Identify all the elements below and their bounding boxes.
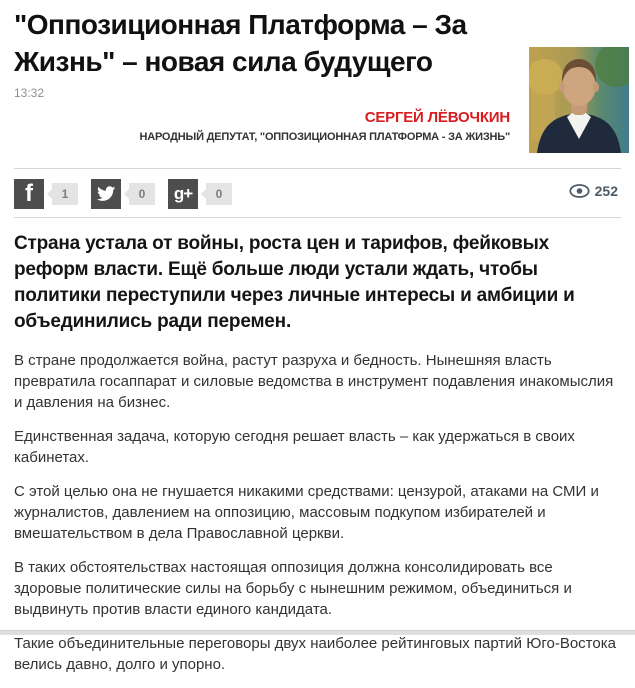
author-name-link[interactable]: СЕРГЕЙ ЛЁВОЧКИН (364, 109, 510, 126)
facebook-icon: f (14, 179, 44, 209)
next-section-edge (0, 630, 635, 635)
article-paragraph: В таких обстоятельствах настоящая оппозиция должна консолидировать все здоровые политические силы на борьбу с нынешним режимом, объединиться и выдвинуть против власти единого кандидата. (14, 559, 572, 618)
article-lead: Страна устала от войны, роста цен и тарифов, фейковых реформ власти. Ещё больше люди устали ждать, чтобы политики переступили через личные интересы и амбиции и объединились ради перемен. (14, 233, 575, 332)
article-paragraph: Единственная задача, которую сегодня решает власть – как удержаться в своих кабинетах. (14, 428, 575, 466)
share-buttons-row (14, 179, 619, 209)
divider-top (14, 168, 621, 169)
article-paragraph: Такие объединительные переговоры двух наиболее рейтинговых партий Юго-Востока велись давно, долго и упорно. (14, 635, 616, 673)
google-plus-icon: g+ (168, 179, 198, 209)
author-block (110, 109, 510, 143)
facebook-share-button[interactable] (14, 179, 78, 209)
google-plus-share-count: 0 (206, 183, 232, 205)
author-role: НАРОДНЫЙ ДЕПУТАТ, "ОППОЗИЦИОННАЯ ПЛАТФОРМА - ЗА ЖИЗНЬ" (139, 131, 510, 143)
view-count: 252 (594, 183, 618, 199)
twitter-icon (91, 179, 121, 209)
publish-time: 13:32 (14, 86, 45, 100)
article-body (14, 231, 619, 688)
page-title: "Оппозиционная Платформа – За Жизнь" – новая сила будущего (14, 9, 467, 77)
author-photo[interactable] (529, 47, 629, 153)
google-plus-share-button[interactable] (168, 179, 232, 209)
divider-bottom (14, 217, 621, 218)
article-paragraph: В стране продолжается война, растут разруха и бедность. Нынешняя власть превратила госаппарат и силовые ведомства в инструмент подавления инакомыслия и давления на бизнес. (14, 352, 614, 411)
eye-icon (569, 184, 590, 198)
twitter-share-count: 0 (129, 183, 155, 205)
facebook-share-count: 1 (52, 183, 78, 205)
twitter-share-button[interactable] (91, 179, 155, 209)
article-paragraph: С этой целью она не гнушается никакими средствами: цензурой, атаками на СМИ и журналистов, давлением на оппозицию, массовым подкупом избирателей и вмешательством в дела Православной церкви. (14, 483, 599, 542)
view-counter (569, 183, 618, 199)
